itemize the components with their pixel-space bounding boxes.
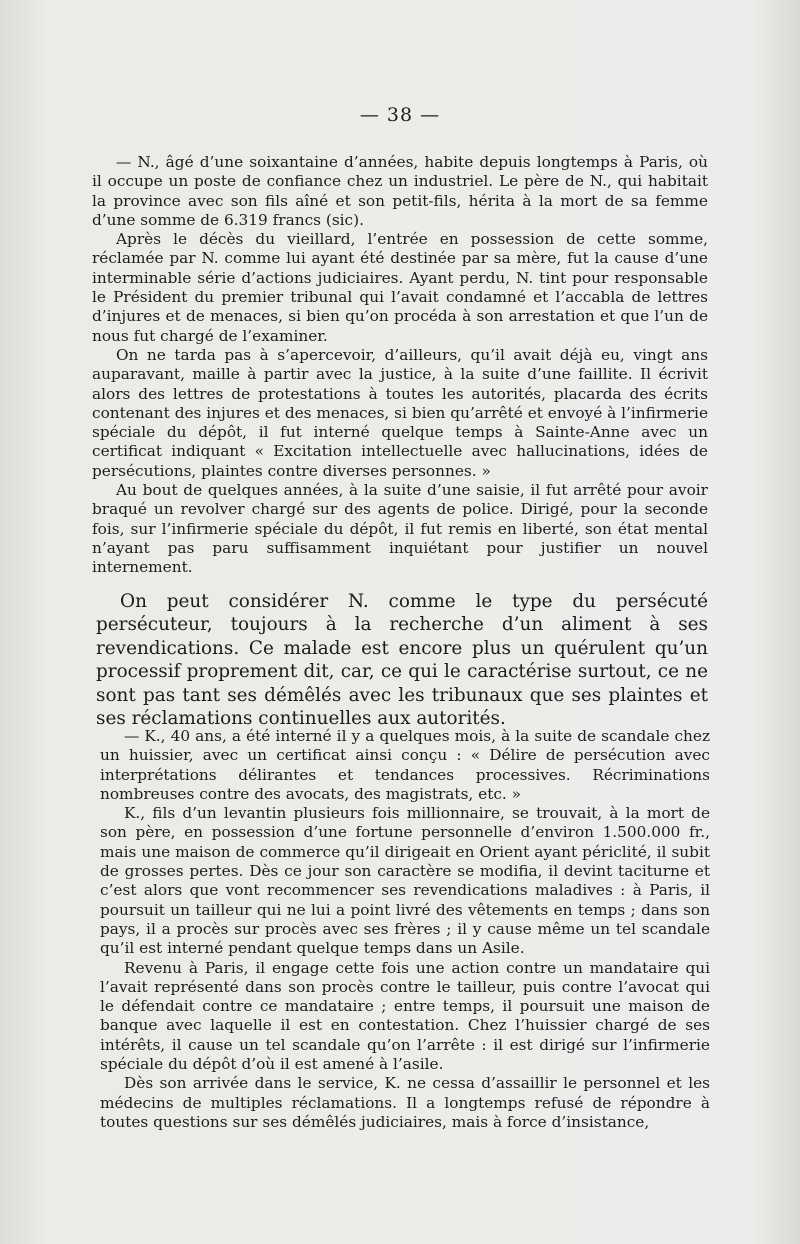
commentary-section (96, 590, 708, 730)
case-k-paragraph: Revenu à Paris, il engage cette fois une action contre un mandataire qui l’avait représenté dans son procès contre le tailleur, puis contre l’avocat qui le défendait contre ce mandataire ; entre temps, il poursuit une maison de banque avec laquelle il est en contestation. Chez l’huissier chargé de ses intérêts, il cause un tel scandale qu’on l’arrête : il est dirigé sur l’infirmerie spéciale du dépôt d’où il est amené à l’asile. (100, 958, 710, 1074)
case-n-paragraph: Au bout de quelques années, à la suite d’une saisie, il fut arrêté pour avoir braqué un revolver chargé sur des agents de police. Dirigé, pour la seconde fois, sur l’infirmerie spéciale du dépôt, il fut remis en liberté, son état mental n’ayant pas paru suffisamment inquiétant pour justifier un nouvel internement. (92, 481, 708, 577)
case-n-paragraph: — N., âgé d’une soixantaine d’années, habite depuis longtemps à Paris, où il occupe un poste de confiance chez un industriel. Le père de N., qui habitait la province avec son fils aîné et son petit-fils, hérita à la mort de sa femme d’une somme de 6.319 francs (sic). (92, 153, 708, 229)
case-n-paragraph: Après le décès du vieillard, l’entrée en possession de cette somme, réclamée par N. comme lui ayant été destinée par sa mère, fut la cause d’une interminable série d’actions judiciaires. Ayant perdu, N. tint pour responsable le Président du premier tribunal qui l’avait condamné et l’accabla de lettres d’injures et de menaces, si bien qu’on procéda à son arrestation et que l’un de nous fut chargé de l’examiner. (92, 230, 708, 345)
case-k-section (100, 727, 710, 1132)
case-n-section (92, 153, 708, 578)
case-n-paragraph: On ne tarda pas à s’apercevoir, d’ailleurs, qu’il avait déjà eu, vingt ans auparavant, maille à partir avec la justice, à la suite d’une faillite. Il écrivit alors des lettres de protestations à toutes les autorités, placarda des écrits contenant des injures et des menaces, si bien qu’arrêté et envoyé à l’infirmerie spéciale du dépôt, il fut interné quelque temps à Sainte-Anne avec un certificat indiquant « Excitation intellectuelle avec hallucinations, idées de persécutions, plaintes contre diverses personnes. » (92, 345, 708, 480)
case-k-paragraph: Dès son arrivée dans le service, K. ne cessa d’assaillir le personnel et les médecins de multiples réclamations. Il a longtemps refusé de répondre à toutes questions sur ses démêlés judiciaires, mais à force d’insistance, (100, 1074, 710, 1131)
page-number: — 38 — (359, 104, 441, 126)
case-k-paragraph: — K., 40 ans, a été interné il y a quelques mois, à la suite de scandale chez un huissier, avec un certificat ainsi conçu : « Délire de persécution avec interprétations délirantes et tendances processives. Récriminations nombreuses contre des avocats, des magistrats, etc. » (100, 727, 710, 803)
case-k-paragraph: K., fils d’un levantin plusieurs fois millionnaire, se trouvait, à la mort de son père, en possession d’une fortune personnelle d’environ 1.500.000 fr., mais une maison de commerce qu’il dirigeait en Orient ayant périclité, il subit de grosses pertes. Dès ce jour son caractère se modifia, il devint taciturne et c’est alors que vont recommencer ses revendications maladives : à Paris, il poursuit un tailleur qui ne lui a point livré des vêtements en temps ; dans son pays, il a procès sur procès avec ses frères ; il y cause même un tel scandale qu’il est interné pendant quelque temps dans un Asile. (100, 804, 710, 958)
commentary-paragraph: On peut considérer N. comme le type du persécuté persécuteur, toujours à la recherche d’un aliment à ses revendications. Ce malade est encore plus un quérulent qu’un processif proprement dit, car, ce qui le caractérise surtout, ce ne sont pas tant ses démêlés avec les tribunaux que ses plaintes et ses réclamations continuelles aux autorités. (96, 591, 708, 730)
